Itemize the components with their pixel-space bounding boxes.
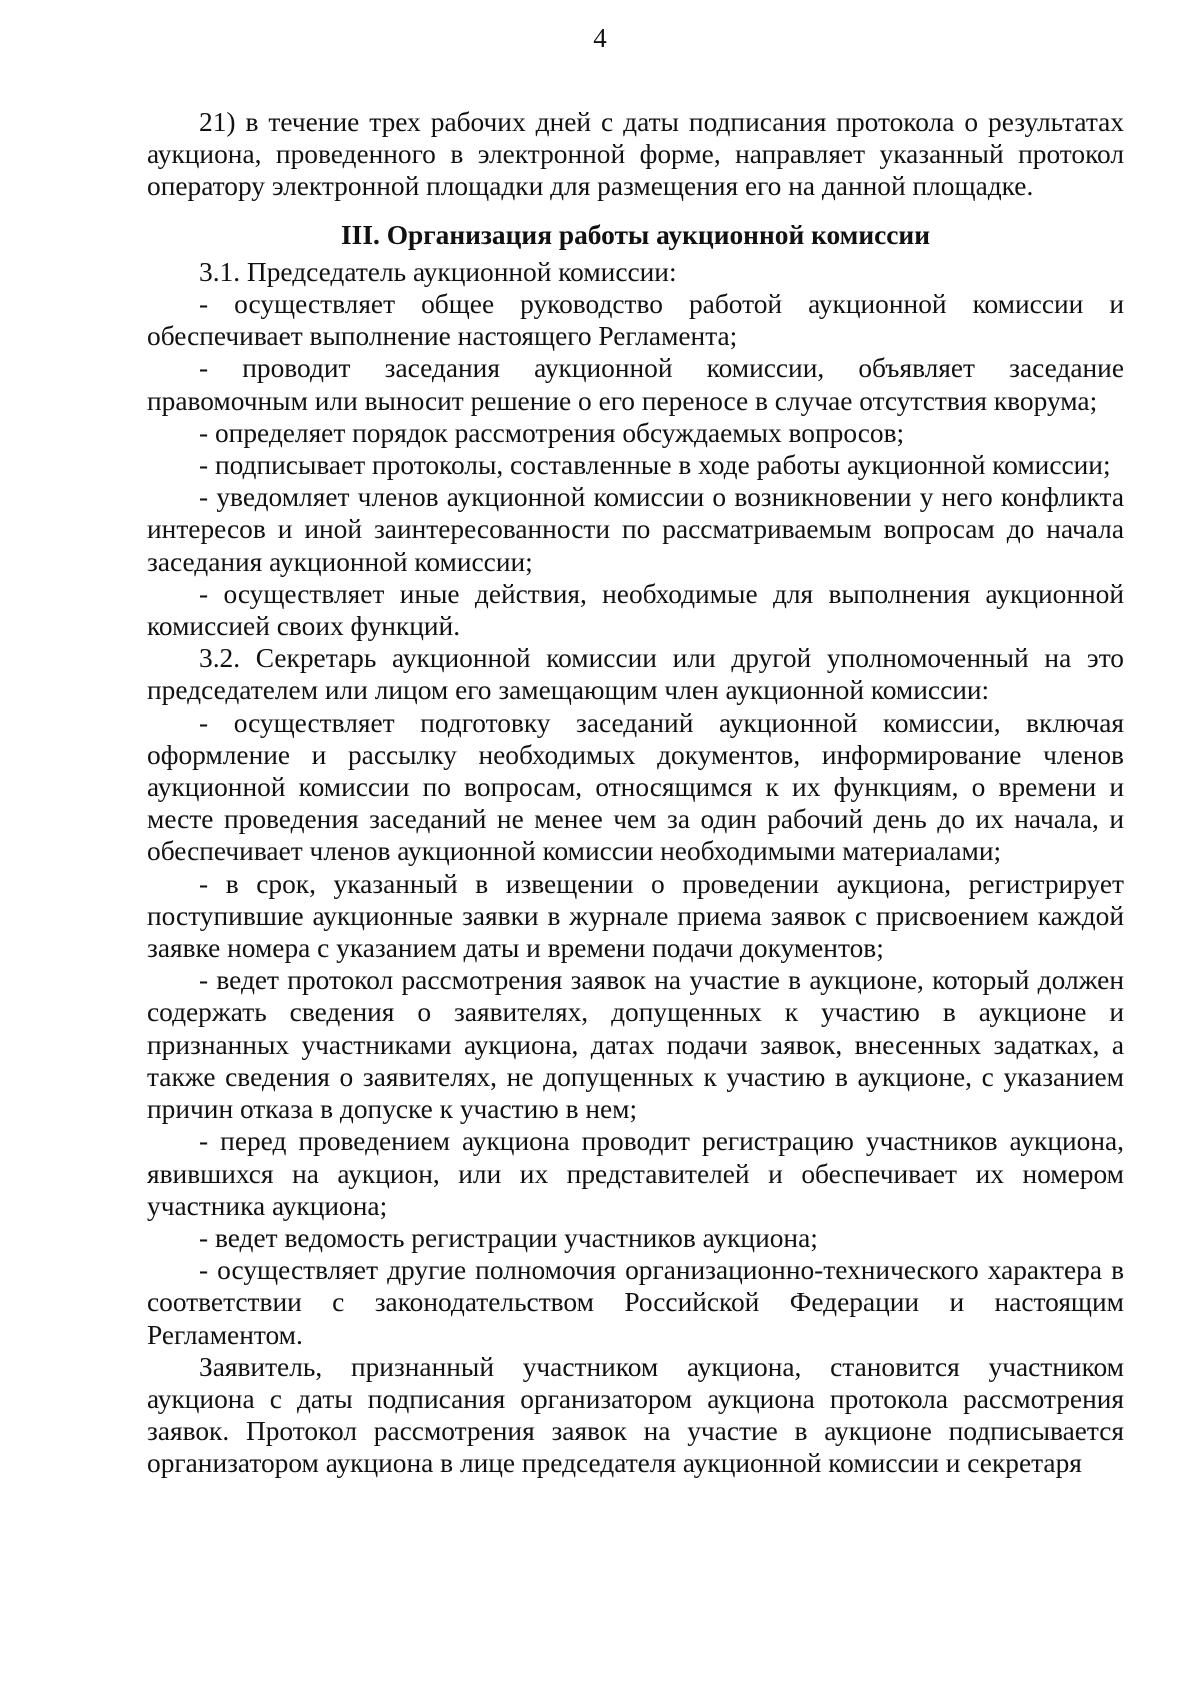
document-body <box>147 106 1124 1480</box>
paragraph-3-2-item: - в срок, указанный в извещении о проведении аукциона, регистрирует поступившие аукционные заявки в журнале приема заявок с присвоением каждой заявке номера с указанием даты и времени подачи документов; <box>147 868 1124 964</box>
paragraph-final: Заявитель, признанный участником аукциона, становится участником аукциона с даты подписания организатором аукциона протокола рассмотрения заявок. Протокол рассмотрения заявок на участие в аукционе подписывается организатором аукциона в лице председателя аукционной комиссии и секретаря <box>147 1351 1124 1479</box>
section-heading: III. Организация работы аукционной комиссии <box>341 219 930 250</box>
paragraph-3-2-item: - осуществляет подготовку заседаний аукционной комиссии, включая оформление и рассылку необходимых документов, информирование членов аукционной комиссии по вопросам, относящимся к их функциям, о времени и месте проведения заседаний не менее чем за один рабочий день до их начала, и обеспечивает членов аукционной комиссии необходимыми материалами; <box>147 707 1124 867</box>
paragraph-3-1-item: - подписывает протоколы, составленные в ходе работы аукционной комиссии; <box>199 450 1111 481</box>
paragraph-3-2-item: - ведет протокол рассмотрения заявок на участие в аукционе, который должен содержать сведения о заявителях, допущенных к участию в аукционе и признанных участниками аукциона, датах подачи заявок, внесенных задатках, а также сведения о заявителях, не допущенных к участию в аукционе, с указанием причин отказа в допуске к участию в нем; <box>147 965 1124 1125</box>
paragraph-3-1-item: - осуществляет иные действия, необходимые для выполнения аукционной комиссией своих функций. <box>147 578 1124 642</box>
paragraph-3-1: 3.1. Председатель аукционной комиссии: <box>199 256 677 287</box>
paragraph-3-1-item: - определяет порядок рассмотрения обсуждаемых вопросов; <box>199 417 905 448</box>
paragraph-item-21: 21) в течение трех рабочих дней с даты подписания протокола о результатах аукциона, проведенного в электронной форме, направляет указанный протокол оператору электронной площадки для размещения его на данной площадке. <box>147 107 1124 202</box>
paragraph-3-2-item: - ведет ведомость регистрации участников аукциона; <box>199 1222 818 1253</box>
paragraph-3-2-item: - осуществляет другие полномочия организационно-технического характера в соответствии с законодательством Российской Федерации и настоящим Регламентом. <box>147 1255 1124 1350</box>
page-number: 4 <box>593 23 607 53</box>
paragraph-3-1-item: - проводит заседания аукционной комиссии, объявляет заседание правомочным или выносит решение о его переносе в случае отсутствия кворума; <box>147 353 1124 416</box>
paragraph-3-1-item: - осуществляет общее руководство работой аукционной комиссии и обеспечивает выполнение настоящего Регламента; <box>147 289 1124 352</box>
paragraph-3-1-item: - уведомляет членов аукционной комиссии о возникновении у него конфликта интересов и иной заинтересованности по рассматриваемым вопросам до начала заседания аукционной комиссии; <box>147 482 1124 577</box>
paragraph-3-2-item: - перед проведением аукциона проводит регистрацию участников аукциона, явившихся на аукцион, или их представителей и обеспечивает их номером участника аукциона; <box>147 1126 1124 1221</box>
paragraph-3-2: 3.2. Секретарь аукционной комиссии или другой уполномоченный на это председателем или лицом его замещающим член аукционной комиссии: <box>147 643 1124 706</box>
